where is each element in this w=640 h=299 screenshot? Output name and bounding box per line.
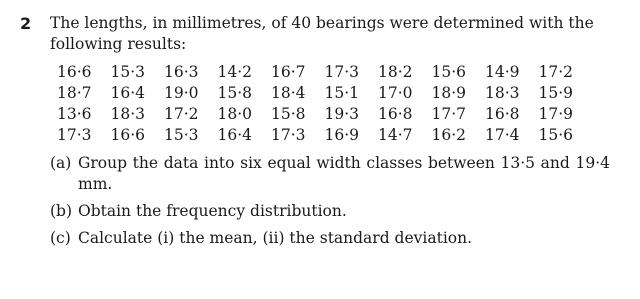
data-cell: 17·3 bbox=[324, 63, 360, 81]
data-cell: 16·2 bbox=[431, 126, 467, 144]
part-a-text: Group the data into six equal width classes between 13·5 and 19·4 mm. bbox=[78, 154, 610, 193]
data-cell: 18·2 bbox=[378, 63, 413, 81]
data-row bbox=[57, 62, 592, 83]
data-cell: 14·9 bbox=[485, 63, 520, 81]
data-cell: 16·4 bbox=[110, 84, 146, 102]
part-b-label: (b) bbox=[50, 202, 73, 220]
data-cell: 13·6 bbox=[57, 105, 92, 123]
data-cell: 15·8 bbox=[217, 84, 253, 102]
data-cell: 18·3 bbox=[485, 84, 520, 102]
question-stem: The lengths, in millimetres, of 40 bearings were determined with the following results: bbox=[50, 14, 594, 53]
data-cell: 17·3 bbox=[271, 126, 306, 144]
data-cell: 16·8 bbox=[485, 105, 520, 123]
part-b-text: Obtain the frequency distribution. bbox=[78, 202, 347, 220]
data-cell: 16·6 bbox=[110, 126, 146, 144]
question-number: 2 bbox=[20, 14, 32, 33]
data-table bbox=[57, 62, 592, 146]
part-a-label: (a) bbox=[50, 154, 72, 172]
data-cell: 15·8 bbox=[271, 105, 306, 123]
data-row bbox=[57, 104, 592, 125]
data-cell: 17·9 bbox=[538, 105, 574, 123]
data-cell: 18·9 bbox=[431, 84, 467, 102]
data-cell: 18·7 bbox=[57, 84, 92, 102]
data-cell: 17·0 bbox=[378, 84, 413, 102]
data-cell: 18·3 bbox=[110, 105, 146, 123]
data-cell: 16·8 bbox=[378, 105, 413, 123]
data-cell: 14·7 bbox=[378, 126, 413, 144]
data-cell: 19·0 bbox=[164, 84, 199, 102]
data-cell: 17·7 bbox=[431, 105, 467, 123]
data-cell: 15·9 bbox=[538, 84, 574, 102]
data-row bbox=[57, 125, 592, 146]
data-cell: 16·3 bbox=[164, 63, 199, 81]
data-cell: 15·3 bbox=[110, 63, 146, 81]
part-a bbox=[50, 153, 610, 195]
data-cell: 17·2 bbox=[164, 105, 199, 123]
data-cell: 14·2 bbox=[217, 63, 253, 81]
data-cell: 15·1 bbox=[324, 84, 360, 102]
part-c-text: Calculate (i) the mean, (ii) the standard deviation. bbox=[78, 229, 473, 247]
data-cell: 16·7 bbox=[271, 63, 306, 81]
data-cell: 15·6 bbox=[538, 126, 574, 144]
part-b bbox=[50, 201, 610, 222]
data-cell: 18·0 bbox=[217, 105, 253, 123]
data-cell: 18·4 bbox=[271, 84, 306, 102]
data-cell: 17·4 bbox=[485, 126, 520, 144]
part-c-label: (c) bbox=[50, 229, 71, 247]
question-parts bbox=[50, 153, 610, 255]
data-cell: 16·6 bbox=[57, 63, 92, 81]
data-cell: 16·4 bbox=[217, 126, 253, 144]
data-cell: 17·2 bbox=[538, 63, 574, 81]
data-cell: 17·3 bbox=[57, 126, 92, 144]
data-cell: 15·6 bbox=[431, 63, 467, 81]
data-cell: 16·9 bbox=[324, 126, 360, 144]
data-row bbox=[57, 83, 592, 104]
data-cell: 19·3 bbox=[324, 105, 360, 123]
part-c bbox=[50, 228, 610, 249]
data-cell: 15·3 bbox=[164, 126, 199, 144]
